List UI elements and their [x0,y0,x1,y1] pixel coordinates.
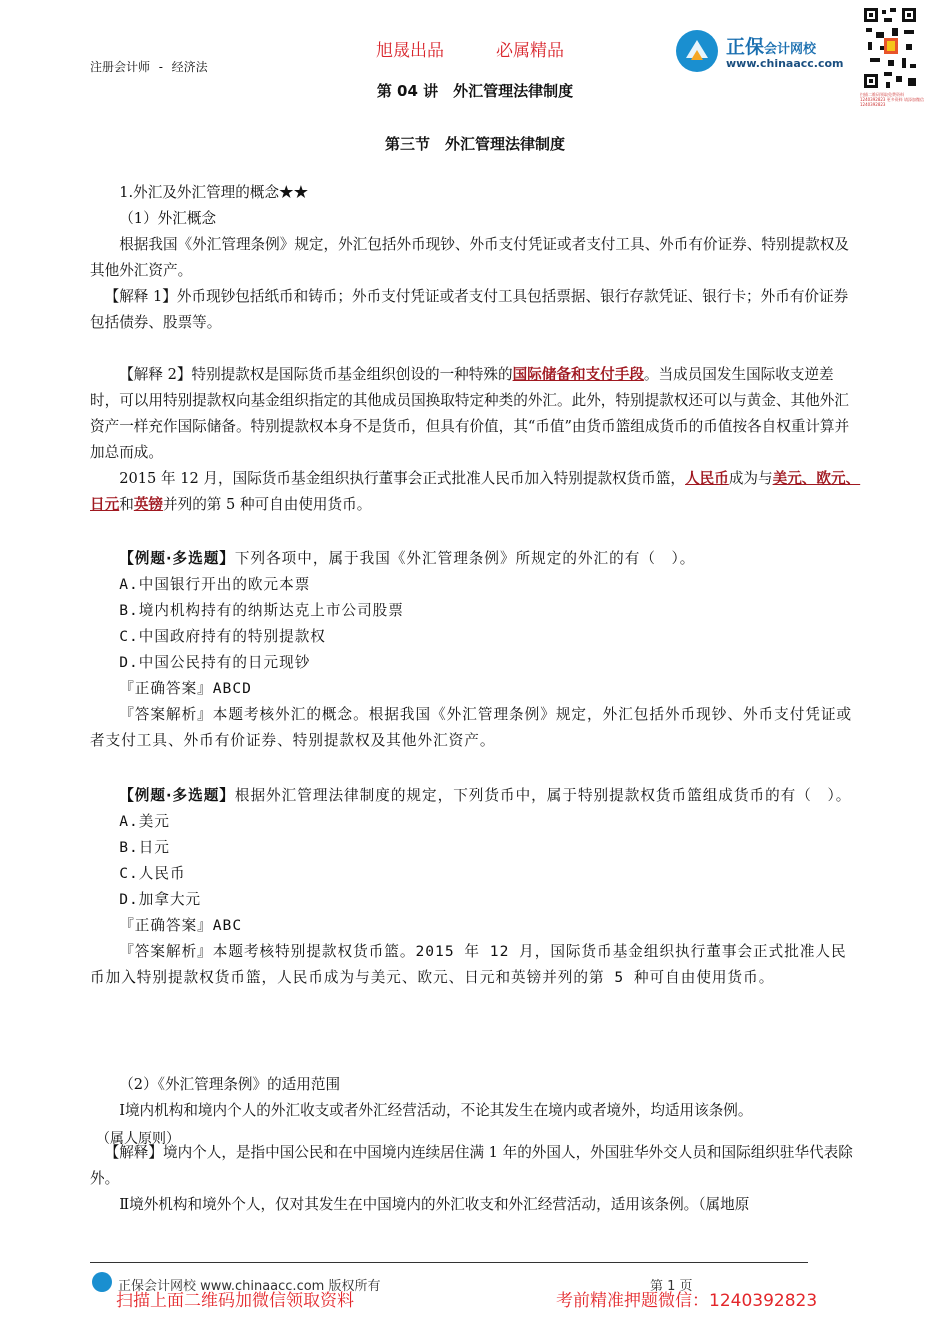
logo-url: www.chinaacc.com [726,57,844,70]
option-b: B.境内机构持有的纳斯达克上市公司股票 [119,602,404,619]
footer-logo-icon [92,1272,112,1292]
scope-section-2 [90,1140,862,1218]
qr-note: 扫描二维码领取免费资料 1240392823 更多资料 请添加微信 1240392823 [860,92,924,107]
option-c: C.人民币 [119,865,186,882]
subheading-1: （1）外汇概念 [119,210,217,227]
correct-answer: 『正确答案』ABC [119,917,243,934]
subheading-2: （2）《外汇管理条例》的适用范围 [119,1076,341,1093]
answer-analysis: 『答案解析』本题考核特别提款权货币篮。2015 年 12 月，国际货币基金组织执行董事会正式批准人民币加入特别提款权货币篮，人民币成为与美元、欧元、日元和英镑并列的第 5 种可自由使用货币。 [90,943,847,986]
option-d: D.加拿大元 [119,891,202,908]
paragraph-2: 2015 年 12 月，国际货币基金组织执行董事会正式批准人民币加入特别提款权货币篮，人民币成为与美元、欧元、日元和英镑并列的第 5 种可自由使用货币。 [90,470,861,513]
logo-icon [676,30,718,72]
option-a: A.中国银行开出的欧元本票 [119,576,311,593]
example-1 [90,546,862,754]
spacer [90,336,862,362]
promo-right: 必属精品 [496,41,564,61]
highlight-reserve: 国际储备和支付手段 [512,366,644,383]
explanation-3: 【解释】境内个人，是指中国公民和在中国境内连续居住满 1 年的外国人，外国驻华外交人员和国际组织驻华代表除外。 [90,1144,853,1187]
paragraph-3-clipped: （属人原则） [96,1131,180,1147]
paragraph-3: Ⅰ境内机构和境内个人的外汇收支或者外汇经营活动，不论其发生在境内或者境外，均适用该条例。 [119,1102,753,1119]
example-question: 【例题·多选题】下列各项中，属于我国《外汇管理条例》所规定的外汇的有（ ）。 [119,550,696,567]
option-d: D.中国公民持有的日元现钞 [119,654,311,671]
paragraph-4: Ⅱ境外机构和境外个人，仅对其发生在中国境内的外汇收支和外汇经营活动，适用该条例。（属地原 [119,1196,750,1213]
promo-left: 旭晟出品 [376,41,444,61]
answer-analysis: 『答案解析』本题考核外汇的概念。根据我国《外汇管理条例》规定，外汇包括外币现钞、外币支付凭证或者支付工具、外币有价证券、特别提款权及其他外汇资产。 [90,706,853,749]
heading-1: 1.外汇及外汇管理的概念★★ [119,184,309,201]
footer-divider [90,1262,808,1263]
highlight-gbp: 英镑 [133,496,164,513]
example-question: 【例题·多选题】根据外汇管理法律制度的规定，下列货币中，属于特别提款权货币篮组成货币的有（ ）。 [119,787,852,804]
footer-copyright: 正保会计网校 www.chinaacc.com 版权所有 [118,1279,381,1294]
example-label: 【例题·多选题】 [119,787,235,804]
explanation-1: 【解释 1】外币现钞包括纸币和铸币；外币支付凭证或者支付工具包括票据、银行存款凭证、银行卡；外币有价证券包括债券、股票等。 [90,288,849,331]
option-c: C.中国政府持有的特别提款权 [119,628,326,645]
highlight-rmb: 人民币 [685,470,729,487]
scope-section [90,1072,862,1124]
lecture-title: 第 04 讲 外汇管理法律制度 [376,82,574,100]
section-title: 第三节 外汇管理法律制度 [384,135,565,153]
example-label: 【例题·多选题】 [119,550,235,567]
bottom-promo-left: 扫描上面二维码加微信领取资料 [116,1291,354,1311]
highlight-usd-eur-jpy: 美元、欧元、日元 [90,470,861,513]
course-name: 注册会计师 - 经济法 [90,60,208,74]
paragraph-1: 根据我国《外汇管理条例》规定，外汇包括外币现钞、外币支付凭证或者支付工具、外币有价证券、特别提款权及其他外汇资产。 [90,236,849,279]
page-number: 第 1 页 [650,1279,693,1294]
option-b: B.日元 [119,839,170,856]
brand-logo [676,30,866,74]
bottom-promo-right: 考前精准押题微信：1240392823 [556,1291,818,1311]
logo-brand: 正保会计网校 [726,36,817,58]
example-2 [90,783,862,991]
explanation-2: 【解释 2】特别提款权是国际货币基金组织创设的一种特殊的国际储备和支付手段。当成员国发生国际收支逆差时，可以用特别提款权向基金组织指定的其他成员国换取特定种类的外汇。此外，特别提款权还可以与黄金、其他外汇资产一样充作国际储备。特别提款权本身不是货币，但具有价值，其“币值”由货币篮组成货币的币值按各自权重计算并加总而成。 [90,366,850,461]
option-a: A.美元 [119,813,170,830]
qr-code-icon [862,6,918,90]
content-block [90,180,862,518]
correct-answer: 『正确答案』ABCD [119,680,252,697]
